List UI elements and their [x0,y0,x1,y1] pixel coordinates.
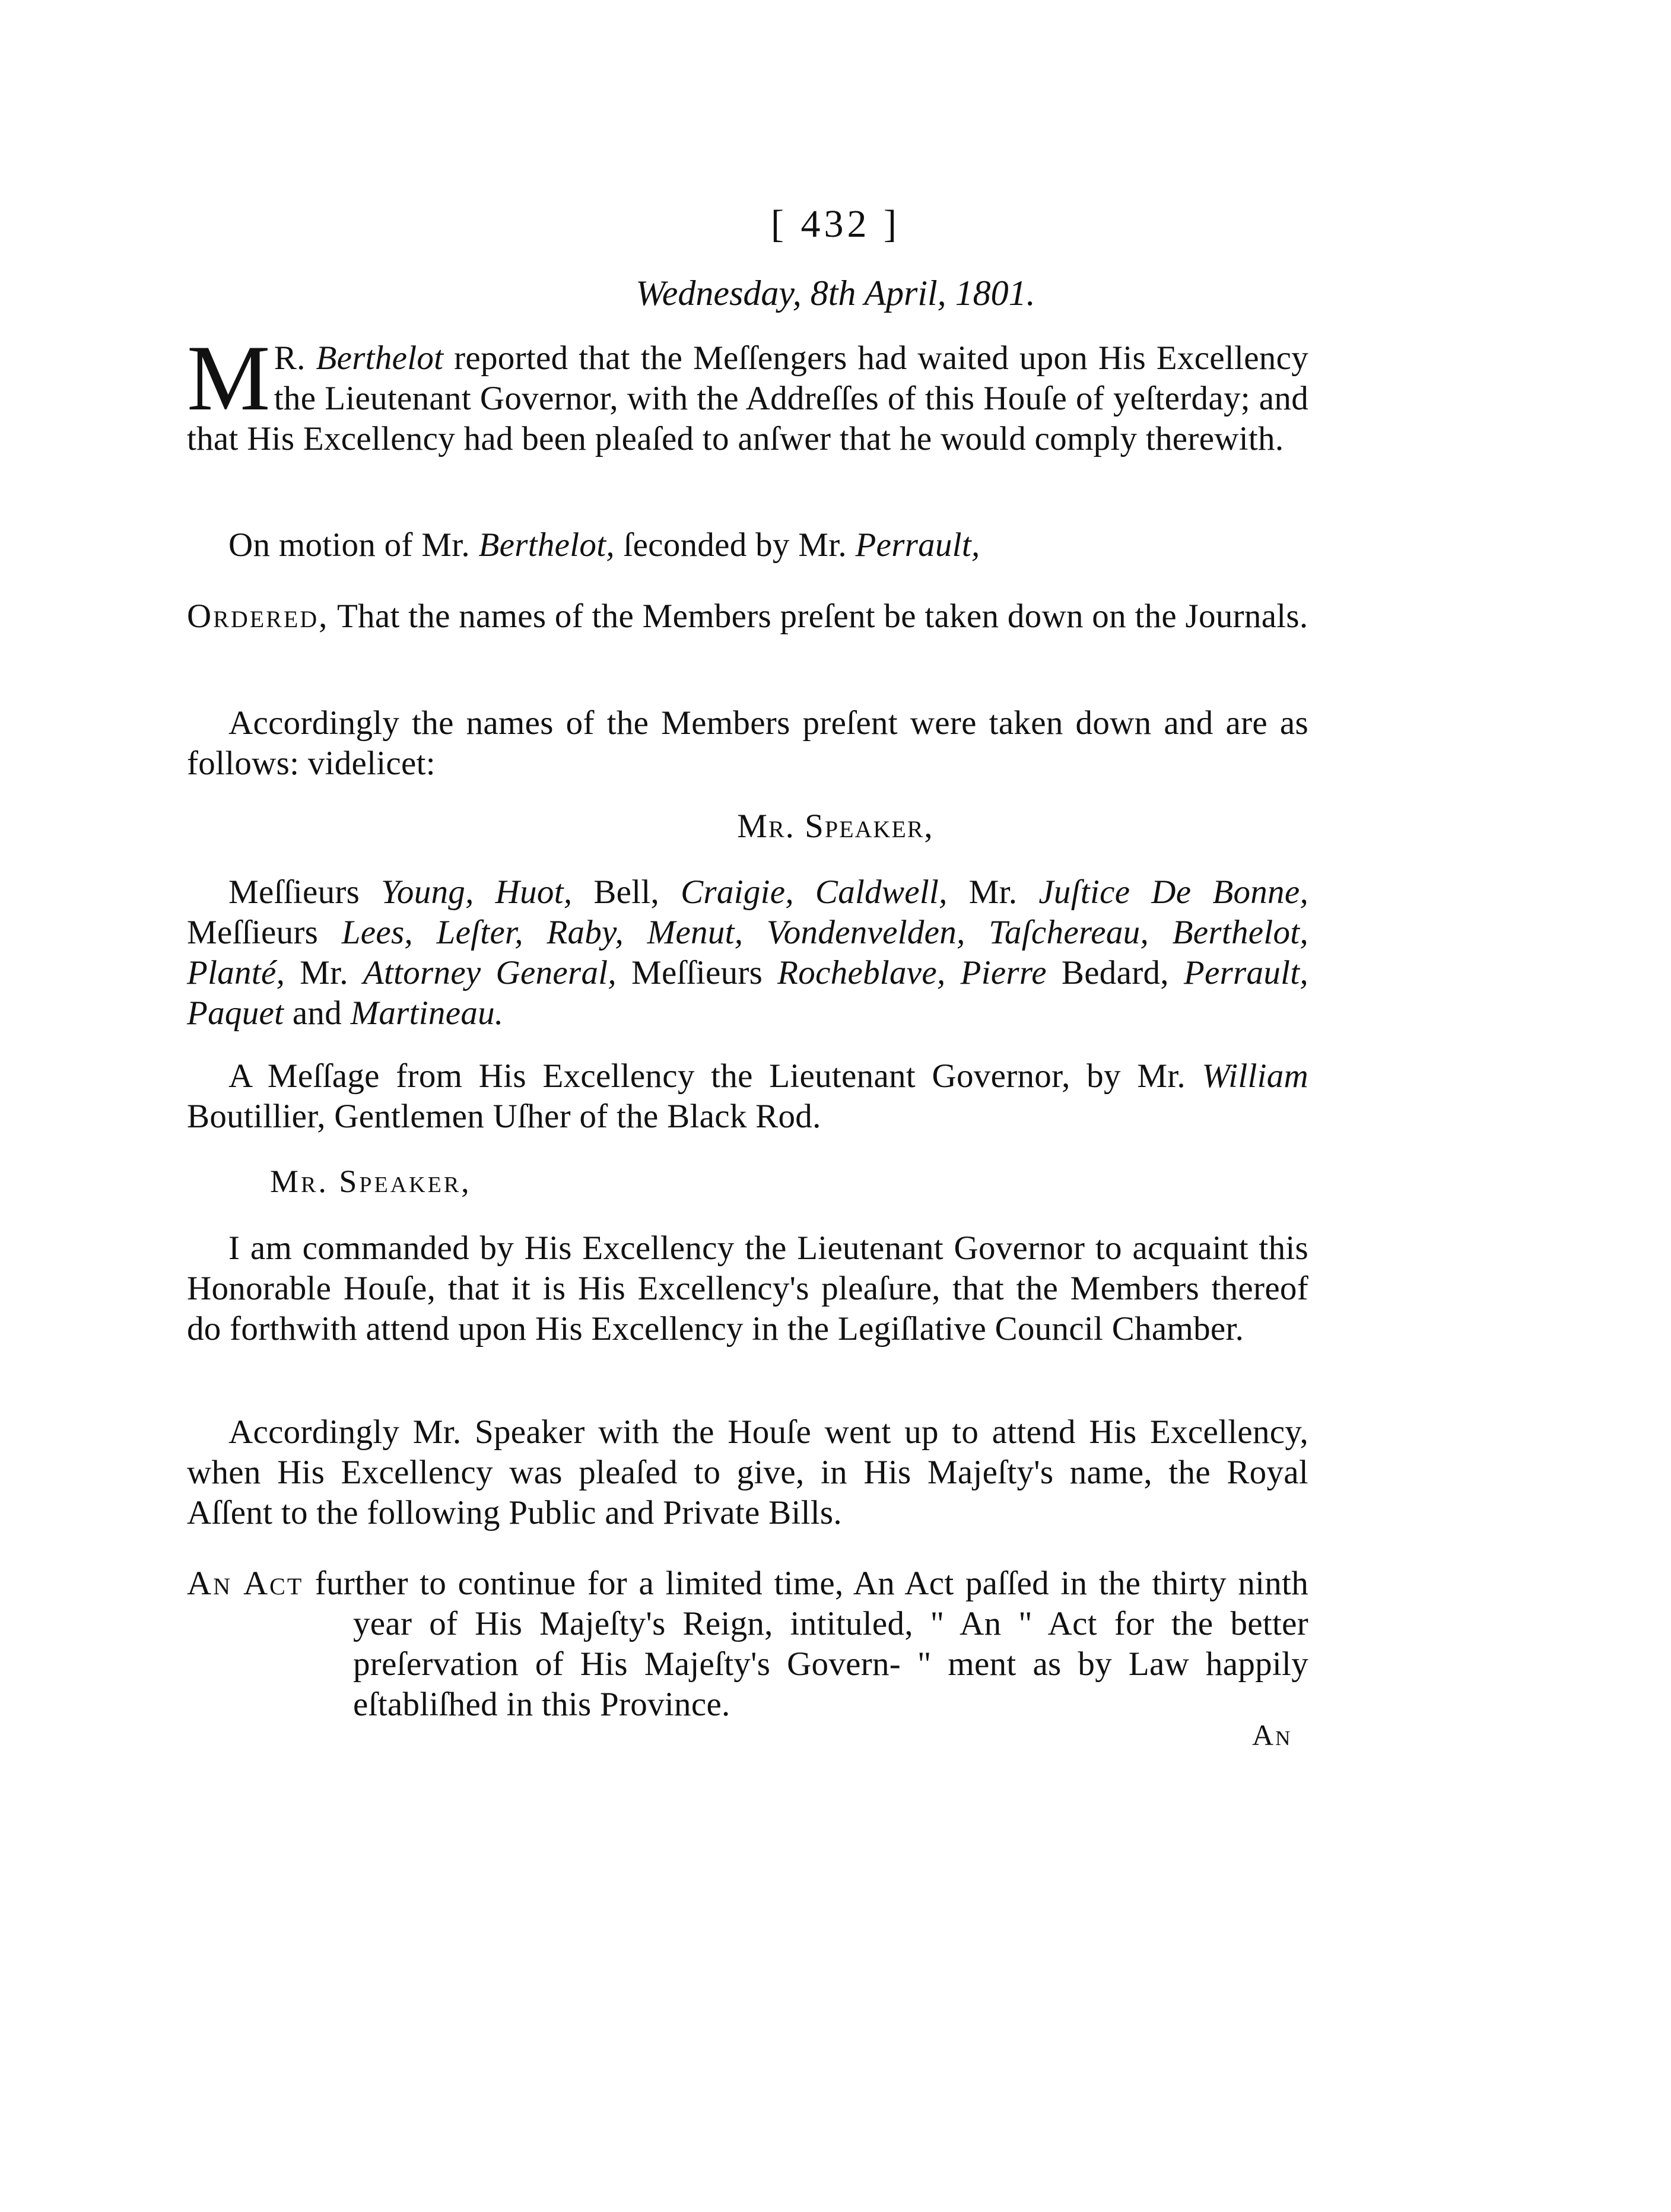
lead-text-rest: reported that the Meſſengers had waited upon His Excellency the Lieutenant Governor, with the Addreſſes of this Houſe of yeſterday; and that His Excellency had been pleaſed to anſwer that he would comply therewith. [187,339,1308,457]
member-names: Young, Huot, [381,873,573,911]
motion-mover: Berthelot, [478,526,615,564]
member-names: Craigie, Caldwell, [681,873,948,911]
page-number: [ 432 ] [771,202,900,246]
message-name: William [1202,1057,1308,1095]
message-paragraph [187,1056,1308,1137]
members-text: Bell, [572,873,681,911]
lead-text-start: R. [274,339,316,377]
assent-paragraph: Accordingly Mr. Speaker with the Houſe went up to attend His Excellency, when His Excellency was pleaſed to give, in His Majeſty's name, the Royal Aſſent to the following Public and Private Bills. [187,1413,1308,1531]
members-text: and [284,994,351,1032]
act-label: An Act [187,1565,304,1602]
message-body: I am commanded by His Excellency the Lieutenant Governor to acquaint this Honorable Houſe, that it is His Excellency's pleaſure, that the Members thereof do forthwith attend upon His Excellency in the Legiſlative Council Chamber. [187,1229,1308,1347]
members-text: Mr. [947,873,1039,911]
catchword: An [1252,1718,1292,1752]
members-text: Mr. [285,954,363,991]
address-heading: Mr. Speaker, [270,1164,472,1199]
lead-paragraph [187,326,1308,459]
members-text: Meſſieurs [228,873,382,911]
ordered-label: Ordered, [187,598,329,635]
members-text: Bedard, [1046,954,1184,991]
date-line: Wednesday, 8th April, 1801. [636,274,1035,313]
lead-name: Berthelot [316,339,444,377]
motion-text-1: On motion of Mr. [228,526,479,564]
act-text: further to continue for a limited time, An Act paſſed in the thirty ninth year of His Majeſty's Reign, intituled, " An " Act for the better preſervation of His Majeſty's Govern- " ment as by Law happily eſtabliſhed in this Province. [303,1565,1308,1723]
member-names: Rocheblave, Pierre [777,954,1047,991]
member-names: Attorney General, [363,954,617,991]
act-paragraph [187,1563,1308,1725]
members-intro: Accordingly the names of the Members preſent were taken down and are as follows: videlicet: [187,704,1308,782]
message-text-1: A Meſſage from His Excellency the Lieutenant Governor, by Mr. [228,1057,1202,1095]
drop-cap: M [187,326,271,430]
member-names: Lees, Leſter, Raby, Menut, Vondenvelden, Taſchereau, Berthelot, Planté, [187,914,1308,991]
motion-paragraph [187,525,1308,565]
member-names: Martineau. [350,994,504,1032]
ordered-paragraph [187,596,1486,637]
motion-text-2: ſeconded by Mr. [614,526,856,564]
members-list [187,872,1308,1034]
member-names: Juſtice De Bonne, [1038,873,1308,911]
members-text: Meſſieurs [616,954,778,991]
ordered-text: That the names of the Members preſent be taken down on the Journals. [329,598,1308,635]
message-text-2: Boutillier, Gentlemen Uſher of the Black Rod. [187,1098,821,1135]
member-names: Perrault, Paquet [187,954,1308,1032]
motion-seconder: Perrault, [855,526,980,564]
speaker-heading: Mr. Speaker, [737,808,934,845]
members-text: Meſſieurs [187,914,342,951]
